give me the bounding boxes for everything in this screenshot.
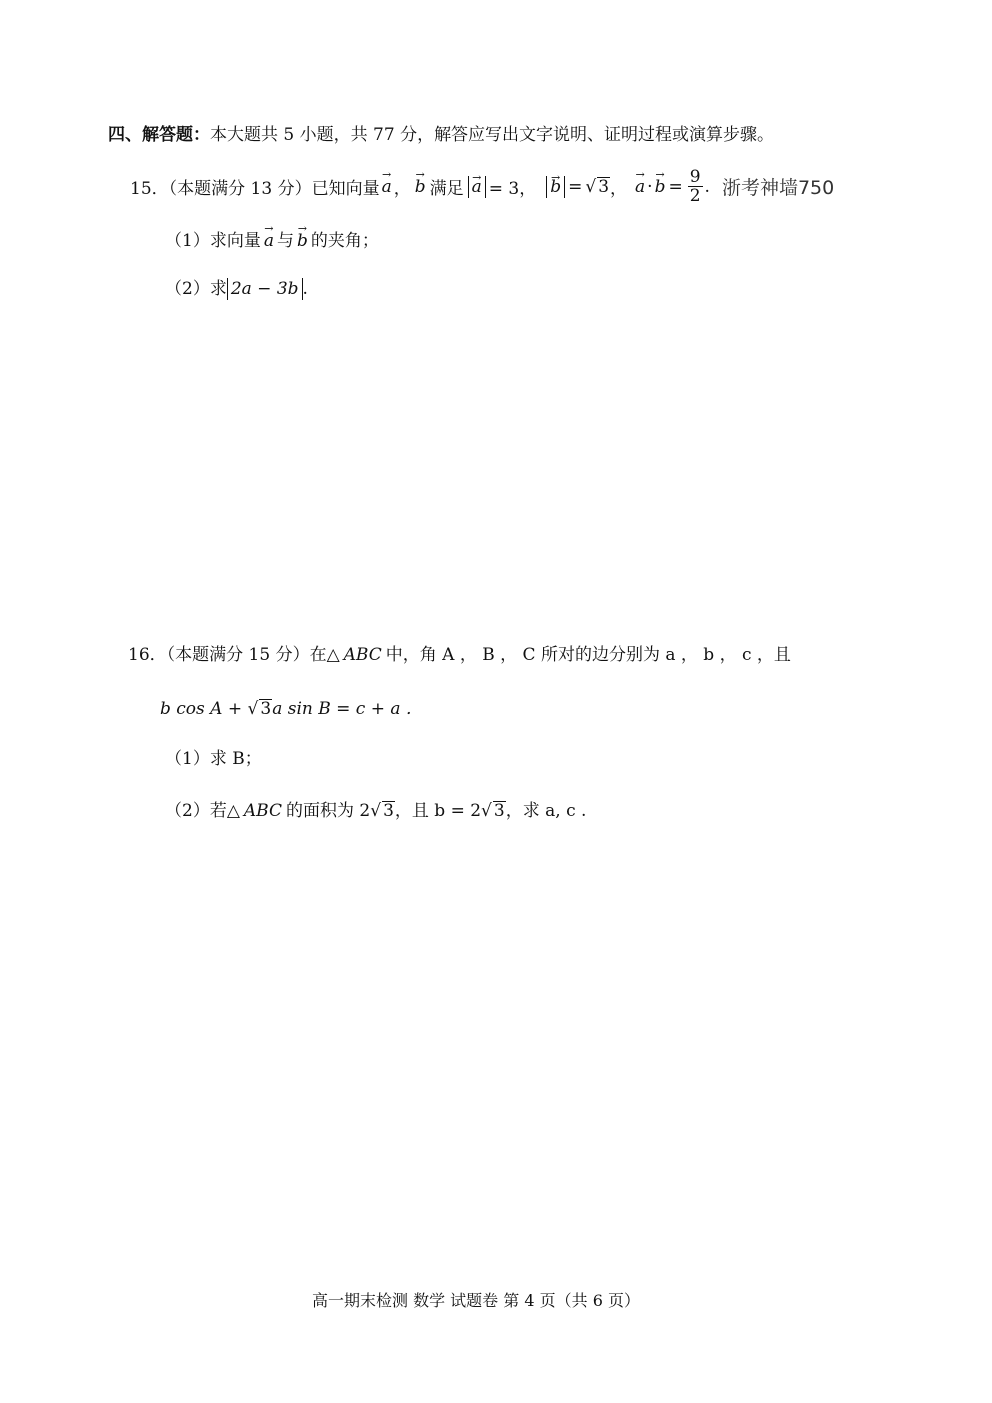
section-heading [108, 120, 774, 145]
q15-p1-label: （1）求向量 [165, 231, 261, 251]
q16-part2 [165, 796, 586, 821]
sqrt-3-b: 3 [493, 801, 505, 821]
fraction-numerator: 9 [689, 167, 701, 187]
q16-lead: 16．（本题满分 15 分）在△ [128, 645, 340, 665]
sqrt-3-area: 3 [383, 801, 394, 821]
sqrt-symbol: √ [585, 176, 597, 197]
q16-p2-end: ，求 a, c . [505, 801, 587, 821]
vector-a-p1: → a [264, 231, 274, 251]
q15-comma2: ， [610, 179, 628, 199]
fraction-denominator: 2 [689, 186, 701, 206]
q15-satisfy: 满足 [429, 179, 464, 199]
sqrt-symbol: √ [247, 699, 259, 719]
q15-part2 [165, 274, 308, 300]
vector-b-dot: → b [655, 177, 666, 197]
vector-a-dot: → a [635, 177, 645, 197]
q15-p2-label: （2）求 [165, 279, 227, 299]
q15-dot-eq: = [668, 176, 683, 197]
q16-part1: （1）求 B； [165, 749, 262, 769]
vector-b: → b [415, 177, 426, 197]
q15-p1-end: 的夹角； [310, 231, 379, 251]
q16-p2-mid: 的面积为 2 [285, 801, 371, 821]
sqrt-3: 3 [260, 699, 272, 719]
section-title: 四、解答题： [108, 125, 210, 145]
q15-p1-mid: 与 [276, 231, 294, 251]
q16-p2-pre: （2）若△ [165, 801, 240, 821]
q15-part1 [165, 226, 379, 251]
sqrt-symbol: √ [370, 801, 382, 821]
triangle-abc-p2: ABC [243, 801, 282, 821]
q15-p2-end: . [302, 279, 308, 299]
vector-b-p1: → b [297, 231, 308, 251]
q16-rest: 中，角 A ， B ， C 所对的边分别为 a ， b ， c ，且 [385, 645, 791, 665]
triangle-abc: ABC [343, 645, 382, 665]
sqrt-symbol: √ [481, 801, 492, 821]
watermark-text: 浙考神墙750 [721, 177, 835, 199]
dot-operator: · [647, 176, 653, 197]
page-footer: 高一期末检测 数学 试题卷 第 4 页（共 6 页） [312, 1291, 640, 1310]
q16-p2-and: ，且 b = 2 [394, 801, 482, 821]
vector-a: → a [382, 177, 392, 197]
norm-b: → b [546, 176, 565, 198]
q16-eq-pre: b cos A + [160, 699, 243, 719]
q15-eq: = [568, 176, 583, 197]
q16-eq-post: a sin B = c + a ． [272, 699, 423, 719]
fraction-9-2 [688, 168, 703, 205]
q15-lead: 15．（本题满分 13 分）已知向量 [130, 179, 380, 199]
sqrt-3: 3 [598, 177, 610, 197]
q15-period: . [704, 176, 710, 197]
q15-comma: ， [393, 179, 411, 199]
question-16 [128, 640, 791, 665]
section-intro: 本大题共 5 小题，共 77 分，解答应写出文字说明、证明过程或演算步骤。 [210, 125, 775, 145]
norm-a: → a [468, 176, 486, 198]
q15-eq3: = 3， [488, 179, 537, 199]
question-15 [130, 168, 834, 205]
q16-equation [160, 694, 423, 719]
norm-2a-3b: 2a − 3b [227, 278, 303, 300]
